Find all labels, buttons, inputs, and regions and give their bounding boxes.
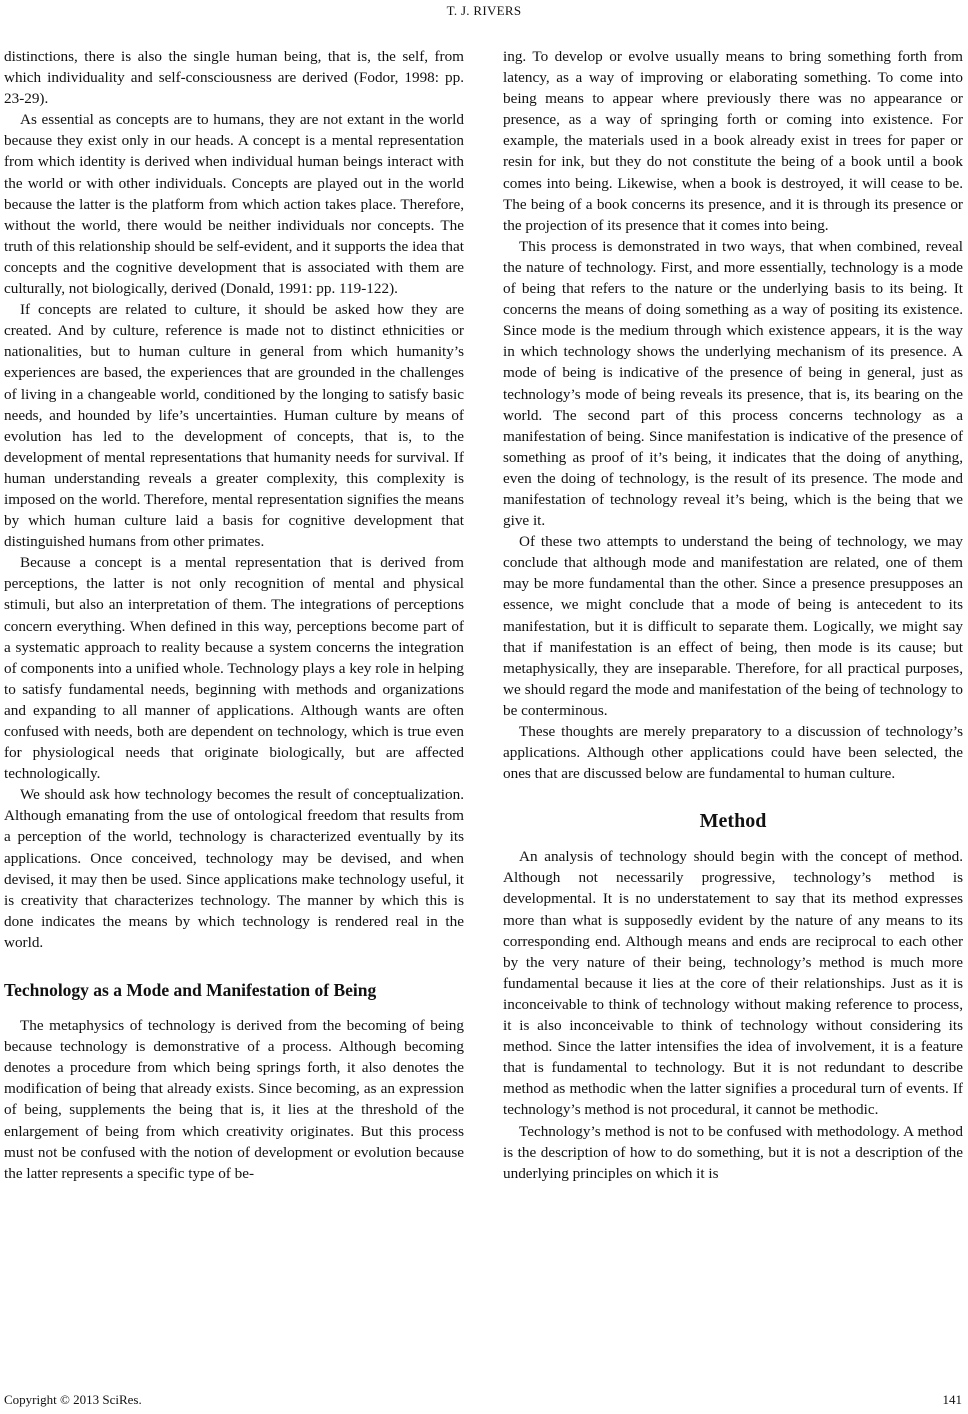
paragraph: Because a concept is a mental representation that is derived from perceptions, the latter is not only recognition of mental and physical stimuli, but also an interpretation of them. The integrations of perceptions concern everything. When defined in this way, perceptions become part of a systematic approach to reality because a system concerns the integration of components into a unified whole. Technology plays a key role in helping to satisfy fundamental needs, beginning with methods and organizations and expanding to all manner of applications. Although wants are often confused with needs, both are dependent on technology, which is true even for physiological needs that originate biologically, but are affected technologically. (4, 554, 464, 783)
section-heading-method: Method (699, 810, 767, 833)
paragraph: As essential as concepts are to humans, they are not extant in the world because they exist only in our heads. A concept is a mental representation from which identity is derived when individual human beings interact with the world or with other individuals. Concepts are played out in the world because the latter is the platform from which action takes place. Therefore, without the world, there would be neither individuals nor concepts. The truth of this relationship should be self-evident, and it supports the idea that concepts and the cognitive development that is associated with them are culturally, not biologically, derived (Donald, 1991: pp. 119-122). (4, 111, 464, 298)
paragraph: This process is demonstrated in two ways, that when combined, reveal the nature of technology. First, and more essentially, technology is a mode of being that refers to the nature or the underlying basis to its being. It concerns the means of doing something as a way of positing its existence. Since mode is the medium through which existence appears, it is the way in which technology shows the underlying mechanism of its presence. A mode of being is indicative of the presence of being in general, just as technology’s mode of being reveals its presence, that is, its bearing on the world. The second part of this process concerns technology as a manifestation of being. Since manifestation is indicative of the presence of something as proof of it’s being, it indicates that the doing of anything, even the doing of technology, is the result of its presence. The mode and manifestation of technology reveal it’s being, which is the being that we give it. (503, 237, 963, 530)
paragraph: An analysis of technology should begin with the concept of method. Although not necessarily progressive, technology’s method is developmental. It is no understatement to say that its method expresses more than what is supposedly evident by the nature of any means to its corresponding end. Although means and ends are reciprocal to each other by the very nature of their being, technology’s method is much more fundamental because it lies at the core of their relationships. Just as it is inconceivable to think of technology without making reference to process, it is also inconceivable to think of technology without considering its method. Since the latter intensifies the idea of involvement, it is a feature that is fundamental to technology. But it is not redundant to describe method as methodic when the latter signifies a procedural turn of events. If technology’s method is not procedural, it cannot be methodic. (503, 848, 963, 1119)
paragraph: Technology’s method is not to be confused with methodology. A method is the description of how to do something, but it is not a description of the underlying principles on which it is (503, 1122, 963, 1182)
paragraph: The metaphysics of technology is derived from the becoming of being because technology is demonstrative of a process. Although becoming denotes a procedure from which being springs forth, it also denotes the modification of being that already exists. Since becoming, as an expression of being, supplements the being that is, it lies at the threshold of the enlargement of being from which creativity originates. But this process must not be confused with the notion of development or evolution because the latter represents a specific type of be- (4, 1017, 464, 1182)
paragraph: ing. To develop or evolve usually means to bring something forth from latency, as a way of improving or elaborating something. To come into being means to appear where previously there was no appearance or presence, as a way of springing forth or coming into existence. For example, the materials used in a book already exist in trees for paper or resin for ink, but they do not constitute the being of a book until a book comes into being. Likewise, when a book is destroyed, it will cease to be. The being of a book concerns its presence, and it is through its presence or the projection of its presence that it comes into being. (503, 48, 963, 234)
paragraph: We should ask how technology becomes the result of conceptualization. Although emanating from the use of ontological freedom that results from a perception of the world, technology is characterized eventually by its applications. Once conceived, technology may be devised, and when devised, it may then be used. Since applications make technology useful, it is creativity that characterizes technology. The manner by which this is done indicates the means by which technology is rendered real in the world. (4, 786, 464, 951)
paragraph: Of these two attempts to understand the being of technology, we may conclude that although mode and manifestation are related, one of them may be more fundamental than the other. Since a presence presupposes an essence, we might conclude that a mode of being is antecedent to its manifestation, but it is difficult to separate them. Logically, we might say that if manifestation is an effect of being, then mode is its cause; but metaphysically, they are inseparable. Therefore, for all practical purposes, we should regard the mode and manifestation of the being of technology to be conterminous. (503, 533, 963, 719)
section-heading-technology-mode: Technology as a Mode and Manifestation of Being (4, 980, 377, 1001)
right-column (503, 46, 963, 1184)
page-number: 141 (942, 1392, 962, 1407)
left-column (4, 46, 464, 1184)
copyright-notice: Copyright © 2013 SciRes. (4, 1392, 142, 1407)
running-header: T. J. RIVERS (446, 3, 522, 18)
paragraph: These thoughts are merely preparatory to a discussion of technology’s applications. Although other applications could have been selected, the ones that are discussed below are fundamental to human culture. (503, 723, 963, 783)
paragraph: If concepts are related to culture, it should be asked how they are created. And by culture, reference is made not to distinct ethnicities or nationalities, but to human culture in general from which humanity’s experiences are based, the experiences that are grounded in the challenges of living in a changeable world, conditioned by the longing to satisfy basic needs, and hounded by life’s uncertainties. Human culture by means of evolution has led to the development of concepts, that is, to the development of mental representations that humanity needs for survival. If human understanding reveals a greater complexity, this complexity is imposed on the world. Therefore, mental representation signifies the means by which human culture laid a basis for cognitive development that distinguished humans from other primates. (4, 301, 464, 551)
paragraph: distinctions, there is also the single human being, that is, the self, from which individuality and self-consciousness are derived (Fodor, 1998: pp. 23-29). (4, 48, 464, 108)
